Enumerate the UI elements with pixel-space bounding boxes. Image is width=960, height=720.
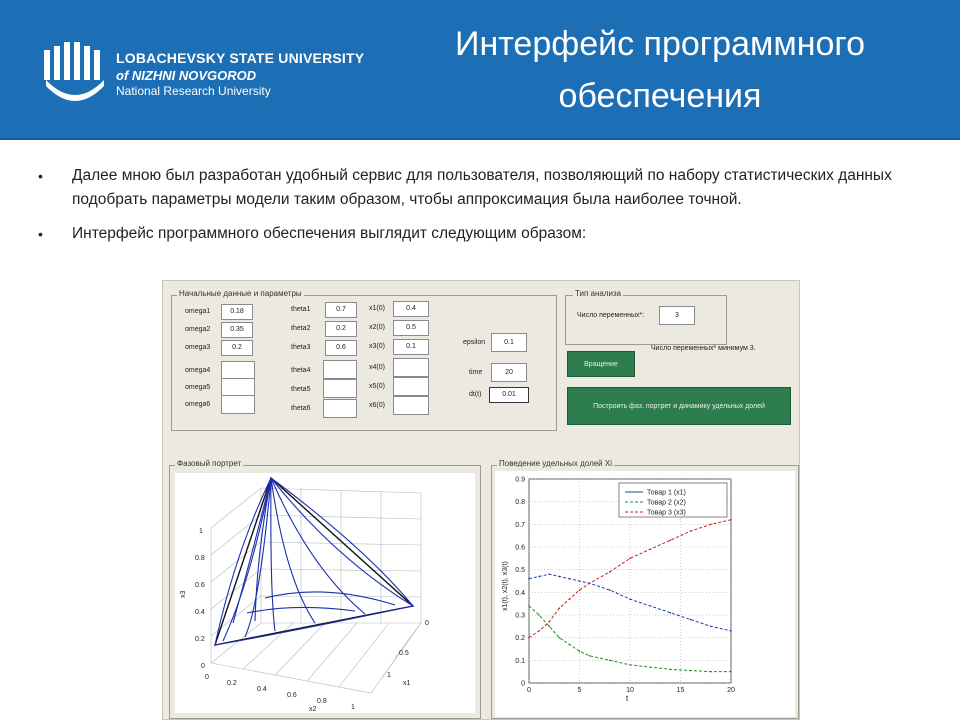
slide-header (0, 0, 960, 140)
series-point-1 (538, 576, 540, 578)
bullet-item (34, 164, 934, 212)
omega1-field[interactable]: 0.18 (221, 304, 253, 320)
software-window (162, 280, 800, 720)
x1-axis-label: x1 (403, 680, 411, 687)
series-point-3 (730, 519, 732, 521)
y-tick-label: 0.1 (515, 657, 525, 665)
build-portrait-button[interactable]: Построить фаз. портрет и динамику удельных долей (567, 387, 791, 425)
series-point-2 (710, 671, 712, 673)
series-point-3 (690, 530, 692, 532)
x6-initial-label: x6(0) (369, 402, 385, 409)
omega4-label: omega4 (185, 367, 211, 374)
series-point-1 (559, 576, 561, 578)
y-tick-label: 0.7 (515, 521, 525, 529)
x-tick-label: 20 (727, 687, 735, 694)
x2-initial-label: x2(0) (369, 324, 385, 331)
series-point-1 (579, 580, 581, 582)
series-point-3 (589, 582, 591, 584)
omega2-field[interactable]: 0.35 (221, 322, 253, 338)
var-count-note: Число переменных* минимум 3. (651, 345, 756, 352)
series-point-3 (710, 524, 712, 526)
y-tick-label: 0.2 (515, 635, 525, 643)
x2-tick-label: 1 (351, 704, 355, 711)
theta3-field[interactable]: 0.6 (325, 340, 357, 356)
theta6-label: theta6 (291, 405, 311, 412)
omega2-label: omega2 (185, 326, 211, 333)
y-tick-label: 0.3 (515, 612, 525, 620)
x3-initial-label: x3(0) (369, 343, 385, 350)
x1-initial-field[interactable]: 0.4 (393, 301, 429, 317)
series-point-2 (670, 669, 672, 671)
y-tick-label: 0.8 (515, 499, 525, 507)
series-point-3 (528, 637, 530, 639)
x-axis-label: t (626, 694, 629, 703)
epsilon-label: epsilon (463, 339, 486, 346)
x-tick-label: 0 (527, 687, 531, 694)
series-point-3 (548, 621, 550, 623)
omega5-label: omega5 (185, 384, 211, 391)
series-point-3 (629, 558, 631, 560)
z-tick-label: 0.4 (195, 609, 205, 616)
omega3-label: omega3 (185, 344, 211, 351)
university-logo-icon (42, 40, 108, 102)
z-axis-label: x3 (180, 590, 187, 598)
x-tick-label: 10 (626, 687, 634, 694)
series-point-1 (730, 630, 732, 632)
series-point-1 (690, 619, 692, 621)
series-point-3 (609, 571, 611, 573)
x1-tick-label: 0.5 (399, 650, 409, 657)
z-tick-label: 1 (199, 528, 203, 535)
dynamics-chart (495, 471, 795, 717)
series-point-3 (670, 539, 672, 541)
series-point-1 (710, 626, 712, 628)
z-tick-label: 0.6 (195, 582, 205, 589)
bullet-text: Интерфейс программного обеспечения выглядит следующим образом: (72, 225, 587, 242)
x4-initial-label: x4(0) (369, 364, 385, 371)
x5-initial-field[interactable] (393, 377, 429, 396)
x-tick-label: 5 (577, 687, 582, 694)
slide-title-line1: Интерфейс программного (455, 25, 865, 63)
series-point-2 (548, 626, 550, 628)
omega3-field[interactable]: 0.2 (221, 340, 253, 356)
x2-initial-field[interactable]: 0.5 (393, 320, 429, 336)
series-point-2 (569, 644, 571, 646)
phase-portrait-svg (175, 473, 475, 713)
series-point-2 (559, 637, 561, 639)
x1-initial-label: x1(0) (369, 305, 385, 312)
y-tick-label: 0.6 (515, 544, 525, 552)
theta5-field[interactable] (323, 379, 357, 398)
series-point-2 (538, 614, 540, 616)
bullet-dot-icon: • (38, 226, 43, 242)
omega1-label: omega1 (185, 308, 211, 315)
theta1-label: theta1 (291, 306, 311, 313)
x2-tick-label: 0 (205, 674, 209, 681)
theta5-label: theta5 (291, 386, 311, 393)
x2-tick-label: 0.6 (287, 692, 297, 699)
series-point-2 (589, 655, 591, 657)
theta4-field[interactable] (323, 360, 357, 379)
epsilon-field[interactable]: 0.1 (491, 333, 527, 352)
x1-tick-label: 1 (387, 672, 391, 679)
series-point-1 (629, 598, 631, 600)
theta2-label: theta2 (291, 325, 311, 332)
series-point-1 (670, 612, 672, 614)
series-point-1 (649, 605, 651, 607)
y-tick-label: 0.4 (515, 589, 525, 597)
series-point-2 (690, 670, 692, 672)
series-point-2 (579, 650, 581, 652)
slide-title (400, 18, 920, 122)
time-field[interactable]: 20 (491, 363, 527, 382)
x2-tick-label: 0.4 (257, 686, 267, 693)
series-point-3 (569, 598, 571, 600)
theta1-field[interactable]: 0.7 (325, 302, 357, 318)
dt-label: dt(t) (469, 391, 482, 398)
time-label: time (469, 369, 483, 376)
legend-entry: Товар 3 (x3) (647, 509, 686, 517)
analysis-type-panel-title: Тип анализа (575, 289, 622, 298)
y-tick-label: 0.9 (515, 476, 525, 484)
university-name-line3: National Research University (116, 83, 271, 98)
series-point-2 (609, 660, 611, 662)
university-name-line2: of NIZHNI NOVGOROD (116, 67, 257, 83)
legend-entry: Товар 2 (x2) (647, 499, 686, 507)
omega6-field[interactable] (221, 395, 255, 414)
theta3-label: theta3 (291, 344, 311, 351)
series-point-2 (629, 664, 631, 666)
theta2-field[interactable]: 0.2 (325, 321, 357, 337)
x3-initial-field[interactable]: 0.1 (393, 339, 429, 355)
series-point-1 (609, 589, 611, 591)
phase-portrait-panel-title: Фазовый портрет (177, 459, 242, 468)
initial-data-panel-title: Начальные данные и параметры (179, 289, 302, 298)
bullet-item (34, 222, 934, 246)
series-point-3 (538, 630, 540, 632)
university-name-line1: LOBACHEVSKY STATE UNIVERSITY (116, 50, 365, 66)
z-tick-label: 0 (201, 663, 205, 670)
series-point-2 (730, 671, 732, 673)
x4-initial-field[interactable] (393, 358, 429, 377)
bullet-text: Далее мною был разработан удобный сервис для пользователя, позволяющий по набору статистических данных подобрать параметры модели таким образом, чтобы аппроксимация была наиболее точной. (72, 167, 892, 208)
x1-tick-label: 0 (425, 620, 429, 627)
x-tick-label: 15 (676, 687, 685, 694)
theta6-field[interactable] (323, 399, 357, 418)
series-point-2 (649, 666, 651, 668)
series-point-3 (649, 548, 651, 550)
series-point-1 (528, 578, 530, 580)
x6-initial-field[interactable] (393, 396, 429, 415)
series-point-3 (559, 607, 561, 609)
bullet-list (34, 164, 934, 256)
dt-field[interactable]: 0.01 (489, 387, 529, 403)
x5-initial-label: x5(0) (369, 383, 385, 390)
series-point-2 (528, 605, 530, 607)
theta4-label: theta4 (291, 367, 311, 374)
university-name (116, 50, 364, 99)
series-point-3 (579, 589, 581, 591)
var-count-label: Число переменных*: (577, 312, 645, 319)
dynamics-panel-title: Поведение удельных долей Xi (499, 459, 612, 468)
x2-tick-label: 0.8 (317, 698, 327, 705)
bullet-dot-icon: • (38, 168, 43, 184)
z-tick-label: 0.2 (195, 636, 205, 643)
series-point-1 (548, 573, 550, 575)
x2-axis-label: x2 (309, 706, 317, 713)
phase-portrait-plot (175, 473, 475, 713)
series-point-1 (569, 578, 571, 580)
omega6-label: omega6 (185, 401, 211, 408)
x2-tick-label: 0.2 (227, 680, 237, 687)
legend-entry: Товар 1 (x1) (647, 489, 686, 497)
y-tick-label: 0 (521, 680, 525, 688)
dynamics-chart-svg (495, 471, 795, 717)
analysis-type-panel (565, 295, 727, 345)
rotate-button[interactable]: Вращение (567, 351, 635, 377)
z-tick-label: 0.8 (195, 555, 205, 562)
y-tick-label: 0.5 (515, 567, 525, 575)
header-divider (0, 138, 960, 140)
slide-title-line2: обеспечения (558, 77, 762, 115)
y-axis-label: x1(t), x2(t), x3(t) (502, 561, 509, 611)
var-count-field[interactable]: 3 (659, 306, 695, 325)
